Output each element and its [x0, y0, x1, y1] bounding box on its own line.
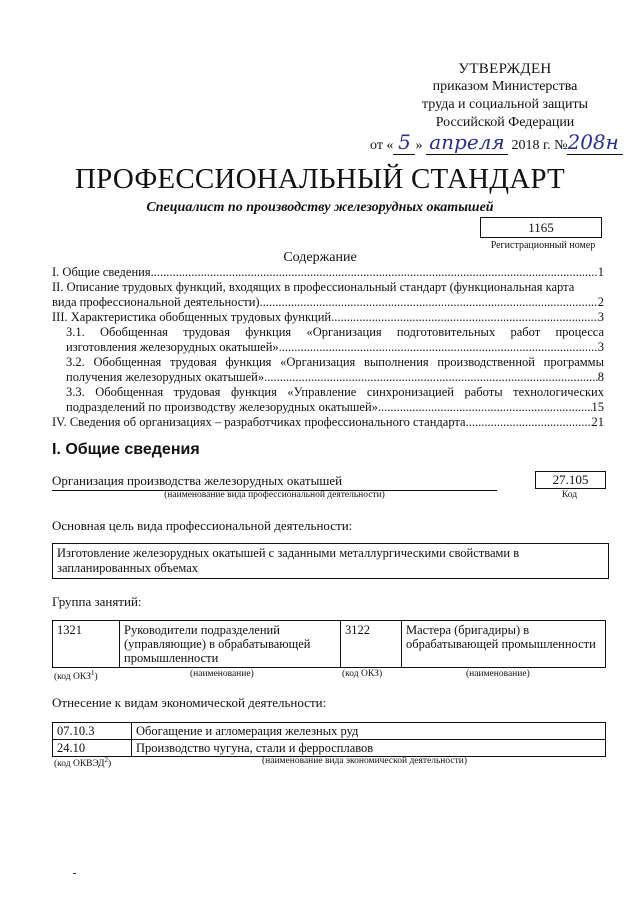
goal-label: Основная цель вида профессиональной деятельности: [52, 518, 353, 533]
activity-name: Организация производства железорудных окатышей [52, 473, 497, 491]
date-prefix: от « [370, 138, 394, 153]
table-row [53, 723, 606, 740]
occupations-table [52, 620, 606, 668]
toc-item-page: 1 [597, 265, 604, 279]
toc-item-3-1[interactable] [66, 325, 604, 355]
toc-item-4[interactable] [52, 415, 604, 430]
occupation-name: Руководители подразделений (управляющие) в обрабатывающей промышленности [120, 621, 341, 668]
econ-code: 24.10 [53, 740, 132, 757]
date-mid: » [415, 138, 423, 153]
registration-number: 1165 [480, 217, 602, 238]
occ-name-caption-2: (наименование) [466, 669, 530, 679]
toc-item-3[interactable] [52, 310, 604, 325]
order-month: апреля [426, 130, 508, 155]
toc-item-2[interactable] [52, 280, 604, 310]
toc-item-page: 21 [591, 415, 604, 429]
econ-code-caption: (код ОКВЭД$^2$) [54, 756, 112, 770]
econ-name: Обогащение и агломерация железных руд [132, 723, 606, 740]
occupation-code: 1321 [53, 621, 120, 668]
toc-item-text: подразделений по производству железорудных окатышей» [66, 400, 378, 414]
toc-item-text-line1: II. Описание трудовых функций, входящих в профессиональный стандарт (функциональная карта [52, 280, 575, 294]
toc-item-text: получения железорудных окатышей» [66, 370, 265, 384]
toc-item-page: 15 [591, 400, 604, 414]
activity-caption: (наименование вида профессиональной деятельности) [164, 490, 385, 500]
toc-item-page: 3 [597, 340, 604, 354]
code-caption: Код [561, 490, 578, 500]
approval-title: УТВЕРЖДЕН [458, 61, 552, 77]
registration-label: Регистрационный номер [490, 240, 596, 251]
econ-label: Отнесение к видам экономической деятельности: [52, 695, 327, 710]
occ-code-caption: (код ОКЗ$^1$) [54, 669, 98, 683]
toc-item-text: I. Общие сведения [52, 265, 151, 279]
scan-mark [73, 873, 76, 874]
goal-box [52, 543, 609, 579]
econ-name-caption: (наименование вида экономической деятельности) [262, 756, 467, 766]
approval-block [395, 60, 615, 132]
goal-text-line1: Изготовление железорудных окатышей с заданными металлургическими свойствами в [57, 546, 520, 560]
toc-item-text: изготовления железорудных окатышей» [66, 340, 279, 354]
toc-item-text-line1: 3.3. Обобщенная трудовая функция «Управление синхронизацией работы технологических [66, 385, 604, 399]
toc-item-text: III. Характеристика обобщенных трудовых функций [52, 310, 332, 324]
toc-item-3-3[interactable] [66, 385, 604, 415]
toc-heading: Содержание [283, 250, 357, 265]
toc-item-page: 3 [597, 310, 604, 324]
occupation-code: 3122 [341, 621, 402, 668]
toc-item-page: 8 [597, 370, 604, 384]
section-heading: I. Общие сведения [52, 441, 200, 458]
activity-code: 27.105 [535, 471, 606, 489]
goal-text-line2: запланированных объемах [57, 561, 199, 575]
toc-item-text-line1: 3.2. Обобщенная трудовая функция «Организация выполнения производственной программы [66, 355, 604, 369]
approval-line1: приказом Министерства [432, 79, 578, 94]
order-date-line [370, 130, 620, 155]
toc-item-text-line1: 3.1. Обобщенная трудовая функция «Организация подготовительных работ процесса [66, 325, 604, 339]
order-number: 208н [567, 130, 623, 155]
toc-item-text: IV. Сведения об организациях – разработчиках профессионального стандарта [52, 415, 466, 429]
approval-line2: труда и социальной защиты [422, 97, 588, 112]
occupations-label: Группа занятий: [52, 594, 142, 609]
econ-table [52, 722, 606, 757]
toc-item-3-2[interactable] [66, 355, 604, 385]
document-title: ПРОФЕССИОНАЛЬНЫЙ СТАНДАРТ [75, 163, 565, 195]
table-row [53, 740, 606, 757]
occ-code-caption-2: (код ОКЗ) [342, 669, 383, 679]
econ-name: Производство чугуна, стали и ферросплавов [132, 740, 606, 757]
order-day: 5 [393, 130, 415, 155]
table-row [53, 621, 606, 668]
toc-item-page: 2 [597, 295, 604, 309]
order-year: 2018 г. № [511, 138, 568, 153]
econ-code: 07.10.3 [53, 723, 132, 740]
approval-line3: Российской Федерации [435, 115, 575, 130]
toc-item-text: вида профессиональной деятельности) [52, 295, 260, 309]
toc-item-1[interactable] [52, 265, 604, 280]
document-subtitle: Специалист по производству железорудных окатышей [146, 200, 494, 215]
occupation-name: Мастера (бригадиры) в обрабатывающей промышленности [402, 621, 606, 668]
occ-name-caption: (наименование) [190, 669, 254, 679]
